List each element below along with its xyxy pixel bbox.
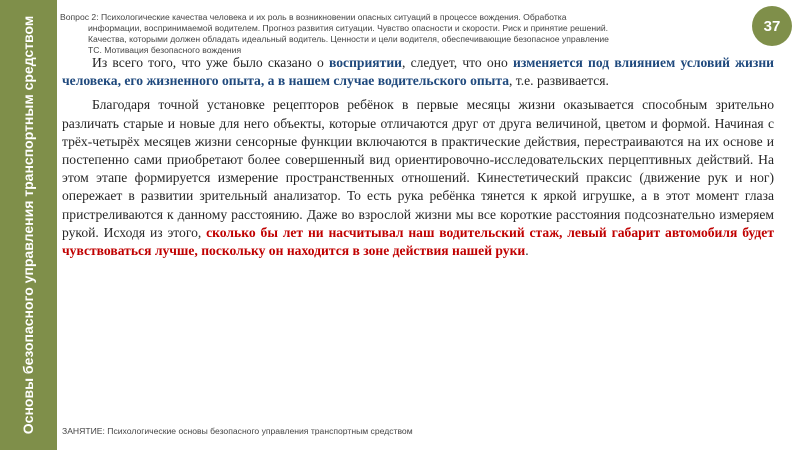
p2-highlight-conclusion: сколько бы лет ни насчитывал наш водительский стаж, левый габарит автомобиля будет чувствоваться лучше, поскольку он находится в зоне действия нашей руки (62, 224, 774, 259)
p1-text-1: Из всего того, что уже было сказано о (92, 55, 329, 70)
main-content (62, 54, 774, 260)
header-line-2: информации, воспринимаемой водителем. Прогноз развития ситуации. Чувство опасности и скорости. Риск и принятие решений. (88, 23, 609, 33)
p1-text-2: , следует, что оно (401, 55, 513, 70)
paragraph-2 (62, 96, 774, 260)
sidebar-title: Основы безопасного управления транспортным средством (20, 15, 36, 435)
question-header (60, 12, 750, 56)
p1-text-3: , т.е. развивается. (509, 73, 609, 89)
p1-highlight-perception: восприятии (328, 55, 402, 70)
header-line-1: Вопрос 2: Психологические качества человека и их роль в возникновении опасных ситуаций в процессе вождения. Обработка (60, 12, 567, 22)
page-number-badge: 37 (752, 6, 792, 46)
lesson-footer: ЗАНЯТИЕ: Психологические основы безопасного управления транспортным средством (62, 426, 413, 436)
p1-highlight-change: изменяется под влиянием условий жизни человека, его жизненного опыта, а в нашем случае водительского опыта (62, 55, 774, 89)
sidebar (0, 0, 57, 450)
p2-text-2: . (525, 243, 529, 259)
header-line-3: Качества, которыми должен обладать идеальный водитель. Ценности и цели водителя, обеспечивающие безопасное управление (88, 34, 609, 44)
p2-text-1: Благодаря точной установке рецепторов ребёнок в первые месяцы жизни оказывается способным зрительно различать старые и новые для него объекты, которые отличаются друг от друга величиной, цветом и формой. Начиная с трёх-четырёх месяцев жизни сенсорные функции включаются в практические действия, перестраиваются на их основе и постепенно сами приобретают более совершенный вид ориентировочно-исследовательских перцептивных действий. На этом этапе формируется измерение пространственных отношений. Кинестетический праксис (движение рук и ног) опережает в развитии зрительный анализатор. То есть рука ребёнка тянется к яркой игрушке, а в этот момент глаза пристреливаются к данному расстоянию. Даже во взрослой жизни мы все короткие расстояния подсознательно измеряем рукой. Исходя из этого, (62, 97, 774, 240)
paragraph-1 (62, 54, 774, 90)
header-line-4: ТС. Мотивация безопасного вождения (88, 45, 242, 55)
